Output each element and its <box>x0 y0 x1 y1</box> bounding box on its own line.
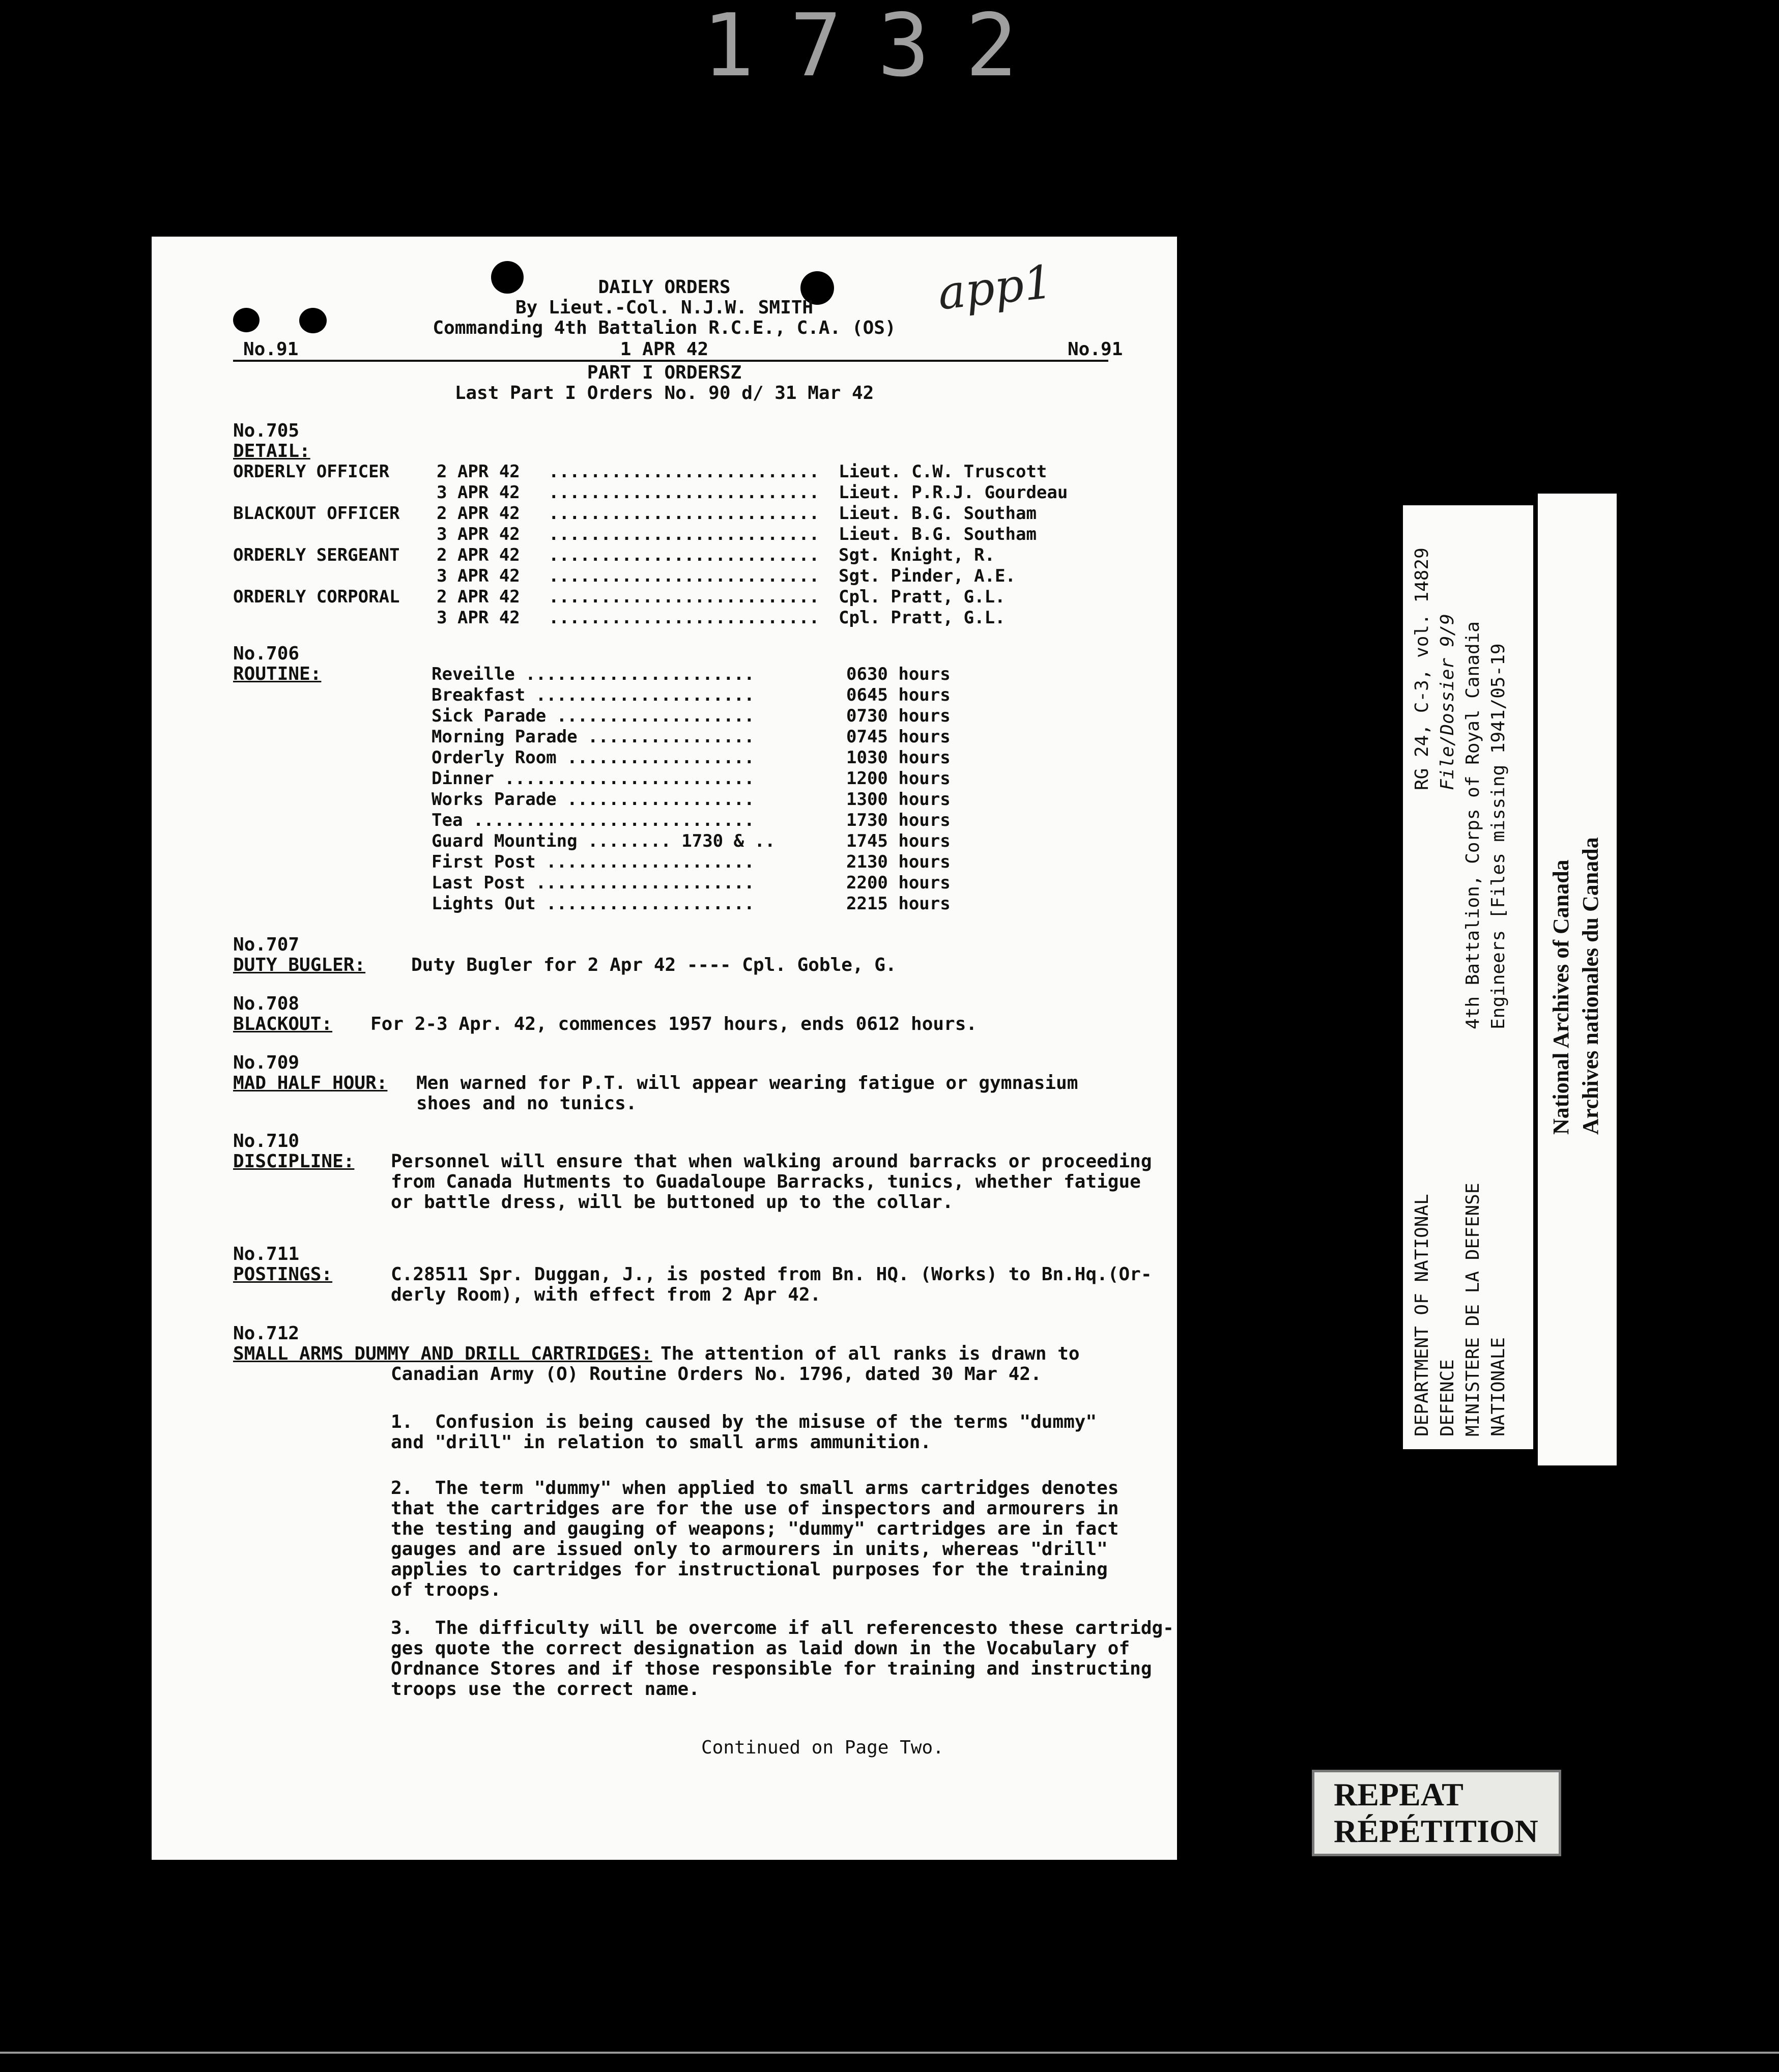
repeat-stamp-english: REPEAT <box>1334 1776 1464 1812</box>
detail-leader: .......................... <box>549 503 820 524</box>
routine-item: First Post .................... <box>432 852 755 872</box>
detail-role: ORDERLY OFFICER <box>233 462 390 482</box>
handwritten-note: app1 <box>935 255 1056 321</box>
header-by: By Lieut.-Col. N.J.W. SMITH <box>515 297 814 318</box>
small-arms-number: No.712 <box>233 1323 300 1344</box>
section-number: No.707 <box>233 934 300 955</box>
detail-role: ORDERLY CORPORAL <box>233 587 400 607</box>
routine-item: Sick Parade ................... <box>432 706 755 726</box>
detail-name: Sgt. Knight, R. <box>839 545 995 565</box>
header-date: 1 APR 42 <box>620 339 709 360</box>
small-arms-intro: The attention of all ranks is drawn to <box>661 1343 1080 1364</box>
paragraph-line: and "drill" in relation to small arms ammunition. <box>391 1432 932 1453</box>
archive-ref-4: Engineers [Files missing 1941/05-19 <box>1488 643 1509 1029</box>
section-heading: MAD HALF HOUR: <box>233 1073 388 1093</box>
archive-ref-1: RG 24, C-3, vol. 14829 <box>1412 548 1432 790</box>
routine-time: 1745 hours <box>846 831 951 851</box>
detail-leader: .......................... <box>549 587 820 607</box>
routine-time: 0645 hours <box>846 685 951 705</box>
section-heading: DUTY BUGLER: <box>233 955 366 975</box>
paragraph-line: 2. The term "dummy" when applied to small arms cartridges denotes <box>391 1478 1119 1499</box>
routine-item: Breakfast ..................... <box>432 685 755 705</box>
archives-stamp-english: National Archives of Canada <box>1548 859 1573 1135</box>
department-line-4: NATIONALE <box>1488 1337 1509 1436</box>
routine-time: 2215 hours <box>846 894 951 914</box>
section-text-line: For 2-3 Apr. 42, commences 1957 hours, ends 0612 hours. <box>370 1014 978 1034</box>
routine-item: Tea ........................... <box>432 810 755 830</box>
section-text-line: Men warned for P.T. will appear wearing fatigue or gymnasium <box>416 1073 1078 1093</box>
detail-date: 3 APR 42 <box>437 566 520 586</box>
routine-item: Dinner ........................ <box>432 768 755 789</box>
section-text-line: C.28511 Spr. Duggan, J., is posted from Bn. HQ. (Works) to Bn.Hq.(Or- <box>391 1264 1152 1285</box>
routine-time: 2130 hours <box>846 852 951 872</box>
detail-leader: .......................... <box>549 566 820 586</box>
paragraph-line: ges quote the correct designation as laid down in the Vocabulary of <box>391 1638 1130 1659</box>
paragraph-line: the testing and gauging of weapons; "dummy" cartridges are in fact <box>391 1518 1119 1539</box>
detail-name: Lieut. B.G. Southam <box>839 503 1037 524</box>
archive-ref-2: File/Dossier 9/9 <box>1437 614 1458 790</box>
detail-name: Lieut. C.W. Truscott <box>839 462 1047 482</box>
paragraph-line: troops use the correct name. <box>391 1679 700 1700</box>
routine-time: 1730 hours <box>846 810 951 830</box>
repeat-stamp <box>1312 1770 1561 1856</box>
frame-number: 1732 <box>702 0 1053 96</box>
archives-stamp <box>1538 494 1617 1465</box>
department-line-1: DEPARTMENT OF NATIONAL <box>1412 1194 1432 1436</box>
section-number: No.709 <box>233 1052 300 1073</box>
header-rule <box>233 360 1108 362</box>
department-line-2: DEFENCE <box>1437 1359 1458 1436</box>
document-page <box>152 237 1177 1860</box>
detail-leader: .......................... <box>549 545 820 565</box>
frame-bottom-line <box>0 2052 1779 2054</box>
routine-item: Morning Parade ................ <box>432 727 755 747</box>
archives-stamp-french: Archives nationales du Canada <box>1578 837 1603 1135</box>
detail-heading: DETAIL: <box>233 441 310 462</box>
detail-date: 3 APR 42 <box>437 608 520 628</box>
section-text-line: Duty Bugler for 2 Apr 42 ---- Cpl. Goble, G. <box>411 955 897 975</box>
section-heading: BLACKOUT: <box>233 1014 333 1034</box>
detail-leader: .......................... <box>549 608 820 628</box>
archive-ref-3: 4th Battalion, Corps of Royal Canadia <box>1462 621 1483 1029</box>
header-commanding: Commanding 4th Battalion R.C.E., C.A. (OS) <box>433 318 896 338</box>
detail-leader: .......................... <box>549 524 820 544</box>
paragraph-line: that the cartridges are for the use of inspectors and armourers in <box>391 1498 1119 1519</box>
paragraph-line: of troops. <box>391 1579 501 1600</box>
detail-leader: .......................... <box>549 482 820 503</box>
detail-name: Sgt. Pinder, A.E. <box>839 566 1016 586</box>
paragraph-line: Ordnance Stores and if those responsible for training and instructing <box>391 1658 1152 1679</box>
detail-date: 2 APR 42 <box>437 503 520 524</box>
detail-leader: .......................... <box>549 462 820 482</box>
routine-number: No.706 <box>233 643 300 664</box>
detail-role: ORDERLY SERGEANT <box>233 545 400 565</box>
header-part: PART I ORDERSZ <box>587 362 742 383</box>
repeat-stamp-french: RÉPÉTITION <box>1334 1813 1538 1849</box>
detail-date: 3 APR 42 <box>437 482 520 503</box>
header-no-left: No.91 <box>243 339 299 360</box>
paragraph-line: 1. Confusion is being caused by the misuse of the terms "dummy" <box>391 1412 1097 1432</box>
routine-item: Last Post ..................... <box>432 873 755 893</box>
archive-label <box>1403 505 1533 1449</box>
detail-number: No.705 <box>233 420 300 441</box>
section-number: No.711 <box>233 1244 300 1264</box>
detail-name: Lieut. P.R.J. Gourdeau <box>839 482 1068 503</box>
detail-date: 2 APR 42 <box>437 587 520 607</box>
section-text-line: Personnel will ensure that when walking around barracks or proceeding <box>391 1151 1152 1172</box>
detail-role: BLACKOUT OFFICER <box>233 503 400 524</box>
header-title: DAILY ORDERS <box>598 277 731 298</box>
routine-time: 0745 hours <box>846 727 951 747</box>
routine-heading: ROUTINE: <box>233 664 322 684</box>
section-text-line: from Canada Hutments to Guadaloupe Barracks, tunics, whether fatigue <box>391 1171 1141 1192</box>
detail-name: Cpl. Pratt, G.L. <box>839 608 1006 628</box>
routine-item: Guard Mounting ........ 1730 & .. <box>432 831 776 851</box>
section-number: No.710 <box>233 1131 300 1152</box>
header-last-part: Last Part I Orders No. 90 d/ 31 Mar 42 <box>454 383 874 404</box>
detail-date: 3 APR 42 <box>437 524 520 544</box>
routine-item: Works Parade .................. <box>432 789 755 810</box>
header-no-right: No.91 <box>1068 339 1123 360</box>
section-text-line: shoes and no tunics. <box>416 1093 637 1114</box>
small-arms-heading: SMALL ARMS DUMMY AND DRILL CARTRIDGES: <box>233 1343 652 1364</box>
routine-item: Orderly Room .................. <box>432 747 755 768</box>
routine-item: Lights Out .................... <box>432 894 755 914</box>
section-heading: DISCIPLINE: <box>233 1151 355 1172</box>
routine-time: 2200 hours <box>846 873 951 893</box>
detail-name: Lieut. B.G. Southam <box>839 524 1037 544</box>
routine-time: 1300 hours <box>846 789 951 810</box>
detail-date: 2 APR 42 <box>437 462 520 482</box>
small-arms-reference: Canadian Army (O) Routine Orders No. 1796, dated 30 Mar 42. <box>391 1364 1042 1385</box>
section-number: No.708 <box>233 993 300 1014</box>
paragraph-line: applies to cartridges for instructional purposes for the training <box>391 1559 1108 1580</box>
detail-name: Cpl. Pratt, G.L. <box>839 587 1006 607</box>
routine-time: 1030 hours <box>846 747 951 768</box>
department-line-3: MINISTERE DE LA DEFENSE <box>1462 1183 1483 1436</box>
continued-note: Continued on Page Two. <box>701 1737 944 1758</box>
section-text-line: derly Room), with effect from 2 Apr 42. <box>391 1284 821 1305</box>
routine-time: 0730 hours <box>846 706 951 726</box>
routine-time: 1200 hours <box>846 768 951 789</box>
paragraph-line: gauges and are issued only to armourers in units, whereas "drill" <box>391 1539 1108 1560</box>
section-text-line: or battle dress, will be buttoned up to the collar. <box>391 1192 954 1213</box>
section-heading: POSTINGS: <box>233 1264 333 1285</box>
paragraph-line: 3. The difficulty will be overcome if all referencesto these cartridg- <box>391 1618 1174 1638</box>
detail-date: 2 APR 42 <box>437 545 520 565</box>
routine-item: Reveille ...................... <box>432 664 755 684</box>
routine-time: 0630 hours <box>846 664 951 684</box>
